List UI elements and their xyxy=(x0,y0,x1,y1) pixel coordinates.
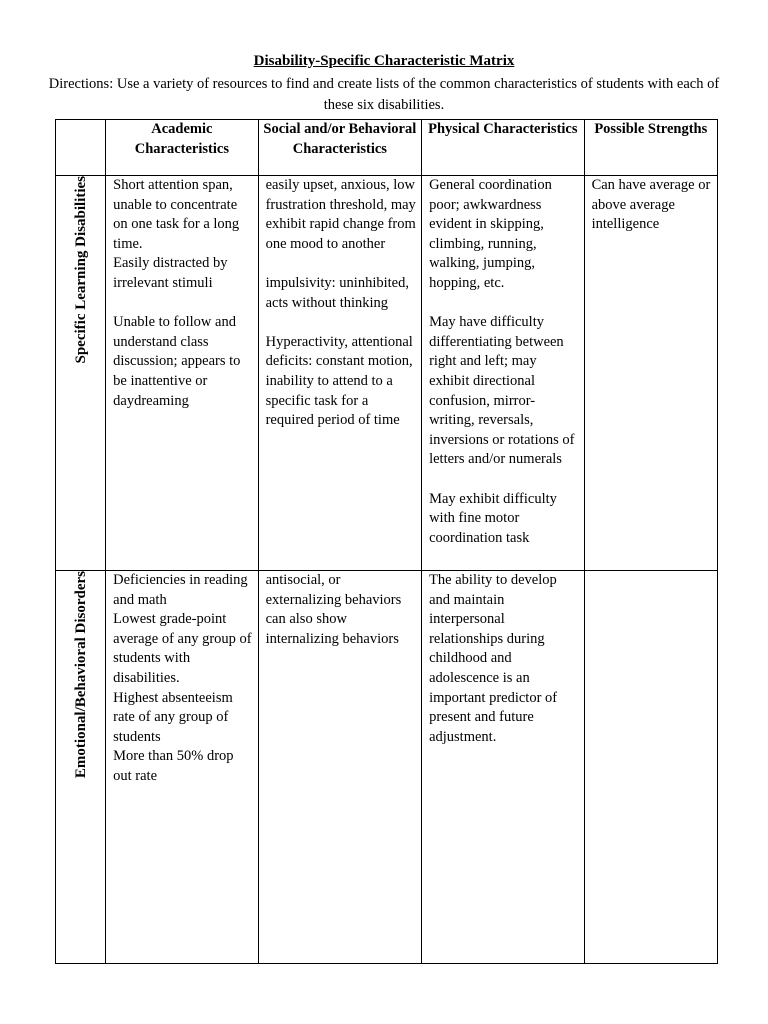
social-item: impulsivity: uninhibited, acts without thinking xyxy=(265,274,409,311)
cell-physical xyxy=(422,571,584,964)
cell-strengths xyxy=(584,176,717,571)
header-strengths: Possible Strengths xyxy=(584,120,717,176)
row-label-cell xyxy=(56,571,106,964)
academic-item: Deficiencies in reading and math xyxy=(113,572,248,608)
social-item: can also show internalizing behaviors xyxy=(265,611,399,647)
cell-physical xyxy=(422,176,584,571)
row-label-cell xyxy=(56,176,106,571)
header-social: Social and/or Behavioral Characteristics xyxy=(258,120,421,176)
academic-item: Unable to follow and understand class discussion; appears to be inattentive or daydreaming xyxy=(113,314,241,409)
cell-academic xyxy=(106,571,258,964)
row-label-emotional-behavioral-disorders: Emotional/Behavioral Disorders xyxy=(72,571,89,779)
academic-item: Easily distracted by irrelevant stimuli xyxy=(113,255,228,291)
table-row xyxy=(56,176,718,571)
social-item: antisocial, or externalizing behaviors xyxy=(265,572,402,608)
academic-item: Highest absenteeism rate of any group of students xyxy=(113,689,233,745)
document-title: Disability-Specific Characteristic Matrix xyxy=(253,53,515,69)
characteristic-matrix-table xyxy=(55,119,718,964)
table-header-row xyxy=(56,120,718,176)
row-label-specific-learning-disabilities: Specific Learning Disabilities xyxy=(72,176,89,364)
social-item: Hyperactivity, attentional deficits: constant motion, inability to attend to a specific task for a required period of time xyxy=(265,333,413,429)
cell-academic xyxy=(106,176,258,571)
physical-item: May exhibit difficulty with fine motor coordination task xyxy=(429,490,557,546)
table-row xyxy=(56,571,718,964)
header-academic: Academic Characteristics xyxy=(106,120,258,176)
social-item: easily upset, anxious, low frustration threshold, may exhibit rapid change from one mood to another xyxy=(265,177,416,252)
physical-item: May have difficulty differentiating between right and left; may exhibit directional confusion, mirror-writing, reversals, inversions or rotations of letters and/or numerals xyxy=(429,314,575,468)
cell-strengths xyxy=(584,571,717,964)
academic-item: Short attention span, unable to concentrate on one task for a long time. xyxy=(113,177,240,252)
academic-item: More than 50% drop out rate xyxy=(113,748,234,784)
directions-text: Directions: Use a variety of resources to find and create lists of the common characteristics of students with each of these six disabilities. xyxy=(48,76,720,113)
corner-cell xyxy=(56,120,106,176)
academic-item: Lowest grade-point average of any group of students with disabilities. xyxy=(113,611,252,686)
header-physical: Physical Characteristics xyxy=(422,120,584,176)
strengths-item: Can have average or above average intelligence xyxy=(591,177,711,233)
cell-social xyxy=(258,571,421,964)
physical-item: General coordination poor; awkwardness evident in skipping, climbing, running, walking, jumping, hopping, etc. xyxy=(429,177,552,291)
physical-item: The ability to develop and maintain interpersonal relationships during childhood and adolescence is an important predictor of present and future adjustment. xyxy=(429,572,558,745)
cell-social xyxy=(258,176,421,571)
